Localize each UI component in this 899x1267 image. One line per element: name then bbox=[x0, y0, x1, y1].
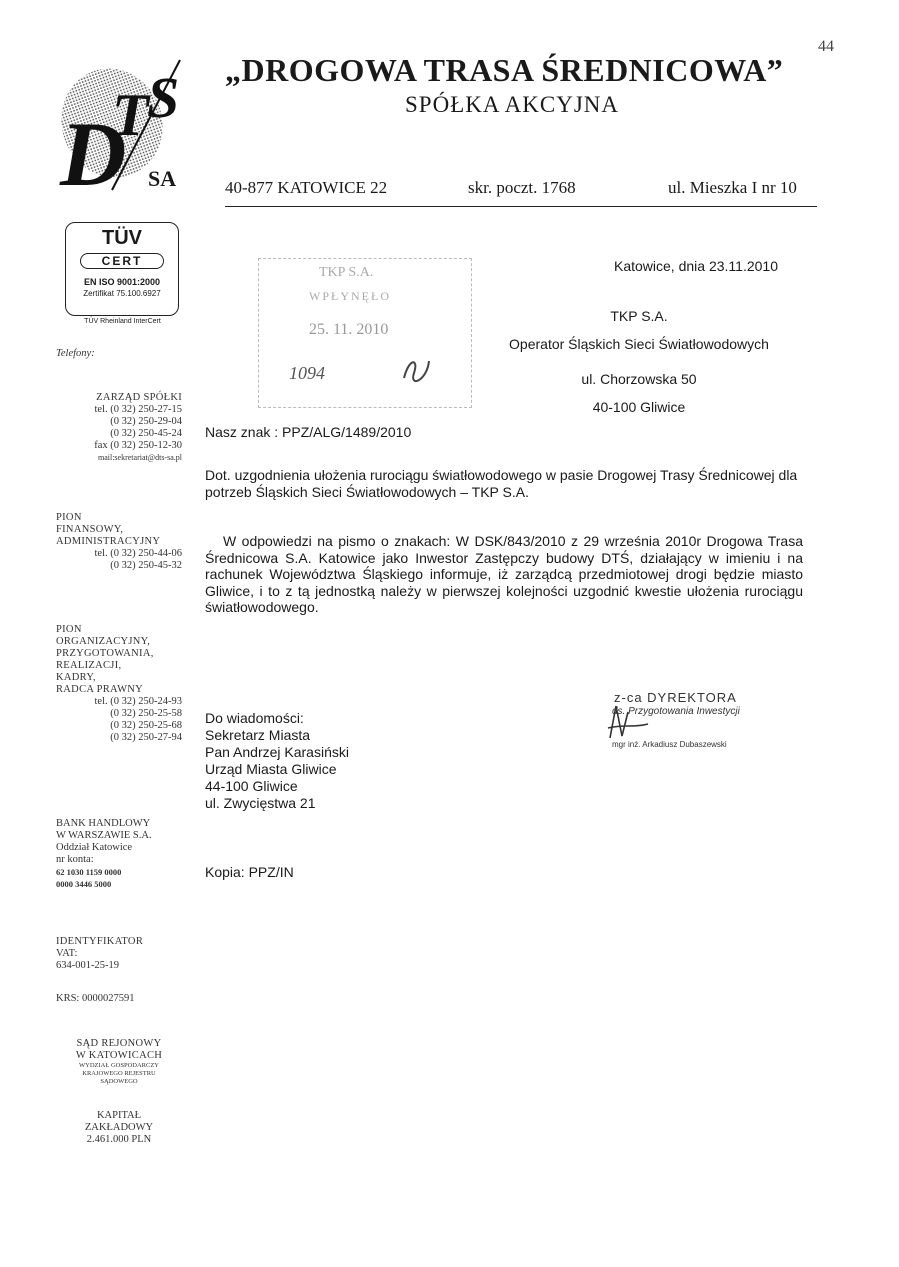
stamp-number: 1094 bbox=[289, 363, 325, 383]
bank-line: BANK HANDLOWY bbox=[56, 818, 151, 829]
letter-body bbox=[205, 533, 803, 616]
board-section bbox=[56, 392, 182, 464]
recipient-line: Operator Śląskich Sieci Światłowodowych bbox=[509, 336, 769, 352]
board-title: ZARZĄD SPÓŁKI bbox=[96, 392, 182, 403]
signature-stamp bbox=[604, 688, 779, 758]
letter-date: Katowice, dnia 23.11.2010 bbox=[614, 258, 778, 274]
capital-line: KAPITAŁ bbox=[96, 1110, 142, 1121]
board-fax: fax (0 32) 250-12-30 bbox=[94, 440, 182, 451]
svg-text:T: T bbox=[112, 82, 149, 148]
board-phone: (0 32) 250-45-24 bbox=[110, 428, 182, 439]
finance-section bbox=[56, 512, 182, 572]
court-dept: WYDZIAŁ GOSPODARCZY bbox=[79, 1062, 159, 1069]
cert-label: CERT bbox=[80, 253, 164, 269]
tuv-cert-badge bbox=[65, 222, 179, 316]
org-title: REALIZACJI, bbox=[56, 660, 122, 671]
org-title: KADRY, bbox=[56, 672, 96, 683]
logo-sa: SA bbox=[148, 166, 177, 191]
finance-title: PION bbox=[56, 512, 82, 523]
cc-line: ul. Zwycięstwa 21 bbox=[205, 795, 316, 811]
court-dept: KRAJOWEGO REJESTRU bbox=[82, 1070, 156, 1077]
address-box: skr. poczt. 1768 bbox=[468, 178, 576, 197]
vat-title: IDENTYFIKATOR bbox=[56, 936, 144, 947]
cc-line: Sekretarz Miasta bbox=[205, 727, 311, 743]
finance-phone: (0 32) 250-45-32 bbox=[110, 560, 182, 571]
capital-value: 2.461.000 PLN bbox=[86, 1134, 152, 1145]
stamp-company: TKP S.A. bbox=[319, 265, 374, 280]
body-paragraph: W odpowiedzi na pismo o znakach: W DSK/843/2010 z 29 września 2010r Drogowa Trasa Średnicowa S.A. Katowice jako Inwestor Zastępczy budowy DTŚ, działający w imieniu i na rachunek Województwa Śląskiego informuje, iż zarządcą przedmiotowej drogi będzie miasto Gliwice, i to z tą jednostką należy w pierwszej kolejności uzgodnić kwestie ułożenia rurociągu światłowodowego. bbox=[205, 533, 803, 615]
org-title: PRZYGOTOWANIA, bbox=[56, 648, 154, 659]
reference-number: Nasz znak : PPZ/ALG/1489/2010 bbox=[205, 424, 412, 440]
signature-dept: ds. Przygotowania Inwestycji bbox=[612, 706, 740, 717]
cc-title: Do wiadomości: bbox=[205, 710, 304, 726]
finance-title: ADMINISTRACYJNY bbox=[56, 536, 161, 547]
finance-title: FINANSOWY, bbox=[56, 524, 124, 535]
board-phone: (0 32) 250-29-04 bbox=[110, 416, 182, 427]
court-line: W KATOWICACH bbox=[75, 1050, 163, 1061]
company-name: „DROGOWA TRASA ŚREDNICOWA” bbox=[225, 52, 784, 88]
signature-title: z-ca DYREKTORA bbox=[614, 690, 737, 705]
capital-section bbox=[56, 1110, 182, 1146]
company-type: SPÓŁKA AKCYJNA bbox=[405, 92, 620, 117]
recipient-street: ul. Chorzowska 50 bbox=[581, 371, 697, 387]
letter-subject: Dot. uzgodnienia ułożenia rurociągu światłowodowego w pasie Drogowej Trasy Średnicowej dla potrzeb Śląskich Sieci Światłowodowych – TKP S.A. bbox=[205, 467, 798, 500]
signature-name: mgr inż. Arkadiusz Dubaszewski bbox=[612, 740, 727, 749]
cc-line: Urząd Miasta Gliwice bbox=[205, 761, 337, 777]
krs-number: KRS: 0000027591 bbox=[56, 993, 135, 1004]
org-phone: (0 32) 250-25-68 bbox=[110, 720, 182, 731]
address-street: ul. Mieszka I nr 10 bbox=[668, 178, 797, 197]
bank-line: Oddział Katowice bbox=[56, 842, 133, 853]
incoming-stamp bbox=[258, 258, 472, 408]
bank-line: nr konta: bbox=[56, 854, 94, 865]
svg-text:S: S bbox=[147, 65, 180, 130]
org-title: PION bbox=[56, 624, 82, 635]
court-section bbox=[56, 1038, 182, 1086]
org-title: RADCA PRAWNY bbox=[56, 684, 144, 695]
board-phone: tel. (0 32) 250-27-15 bbox=[94, 404, 182, 415]
page-mark: 44 bbox=[818, 38, 834, 55]
org-phone: (0 32) 250-25-58 bbox=[110, 708, 182, 719]
bank-account: 62 1030 1159 0000 bbox=[56, 867, 122, 877]
cert-brand: TÜV bbox=[102, 227, 142, 249]
stamp-date: 25. 11. 2010 bbox=[309, 321, 389, 338]
cert-issuer: TÜV Rheinland InterCert bbox=[84, 318, 161, 325]
bank-account: 0000 3446 5000 bbox=[56, 879, 112, 889]
cert-standard: EN ISO 9001:2000 bbox=[83, 277, 161, 287]
cc-block bbox=[205, 710, 349, 812]
recipient-city: 40-100 Gliwice bbox=[592, 399, 686, 415]
cc-line: 44-100 Gliwice bbox=[205, 778, 298, 794]
org-phone: tel. (0 32) 250-24-93 bbox=[94, 696, 182, 707]
org-phone: (0 32) 250-27-94 bbox=[110, 732, 182, 743]
phones-label: Telefony: bbox=[56, 348, 95, 359]
svg-text:D: D bbox=[60, 103, 127, 195]
stamp-received: WPŁYNĘŁO bbox=[309, 289, 391, 303]
finance-phone: tel. (0 32) 250-44-06 bbox=[94, 548, 182, 559]
vat-label: VAT: bbox=[56, 948, 78, 959]
capital-line: ZAKŁADOWY bbox=[84, 1122, 154, 1133]
court-line: SĄD REJONOWY bbox=[76, 1038, 162, 1049]
stamp-signature-mark bbox=[399, 353, 433, 387]
board-email: mail:sekretariat@dts-sa.pl bbox=[97, 453, 182, 462]
cert-number: Zertifikat 75.100.6927 bbox=[83, 289, 161, 298]
vat-section bbox=[56, 936, 182, 972]
vat-number: 634-001-25-19 bbox=[56, 960, 119, 971]
cc-line: Pan Andrzej Karasiński bbox=[205, 744, 349, 760]
org-section bbox=[56, 624, 182, 744]
bank-section bbox=[56, 818, 182, 890]
address-city: 40-877 KATOWICE 22 bbox=[225, 178, 388, 197]
org-title: ORGANIZACYJNY, bbox=[56, 636, 151, 647]
copy-line: Kopia: PPZ/IN bbox=[205, 864, 294, 880]
recipient-name: TKP S.A. bbox=[610, 308, 668, 324]
bank-line: W WARSZAWIE S.A. bbox=[56, 830, 152, 841]
court-dept: SĄDOWEGO bbox=[100, 1078, 138, 1085]
header-rule bbox=[225, 206, 817, 207]
